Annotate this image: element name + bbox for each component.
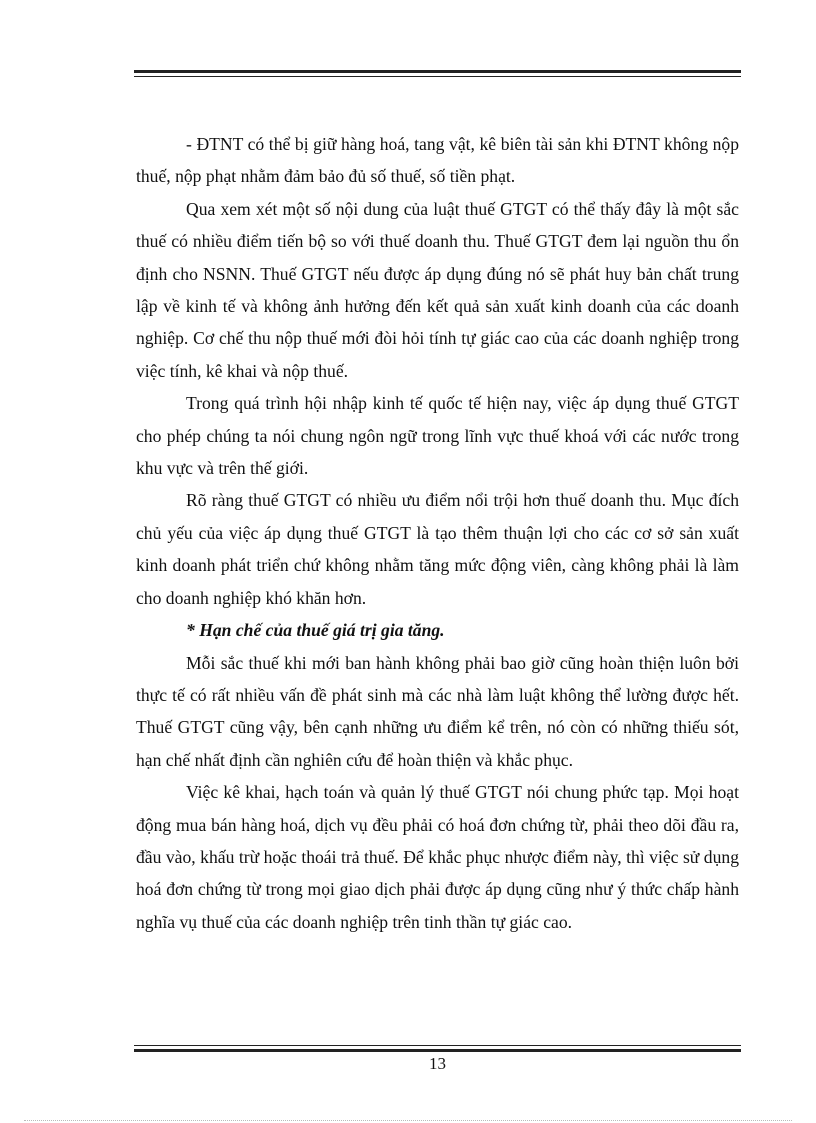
paragraph-4: Rõ ràng thuế GTGT có nhiều ưu điểm nổi trội hơn thuế doanh thu. Mục đích chủ yếu của việc áp dụng thuế GTGT là tạo thêm thuận lợi cho các cơ sở sản xuất kinh doanh phát triển chứ không nhằm tăng mức động viên, càng không phải là làm cho doanh nghiệp khó khăn hơn. [136, 490, 739, 608]
paragraph-6: Việc kê khai, hạch toán và quản lý thuế GTGT nói chung phức tạp. Mọi hoạt động mua bán hàng hoá, dịch vụ đều phải có hoá đơn chứng từ, phải theo dõi đầu ra, đầu vào, khấu trừ hoặc thoái trả thuế. Để khắc phục nhược điểm này, thì việc sử dụng hoá đơn chứng từ trong mọi giao dịch phải được áp dụng cũng như ý thức chấp hành nghĩa vụ thuế của các doanh nghiệp trên tinh thần tự giác cao. [136, 782, 739, 932]
header-rule-thin [134, 76, 741, 77]
paragraph-3: Trong quá trình hội nhập kinh tế quốc tế hiện nay, việc áp dụng thuế GTGT cho phép chúng ta nói chung ngôn ngữ trong lĩnh vực thuế khoá với các nước trong khu vực và trên thế giới. [136, 393, 739, 479]
document-body [136, 128, 739, 938]
page-number: 13 [429, 1054, 446, 1073]
footer-rule-thin [134, 1045, 741, 1046]
section-heading: * Hạn chế của thuế giá trị gia tăng. [186, 620, 445, 641]
paragraph-1: - ĐTNT có thể bị giữ hàng hoá, tang vật, kê biên tài sản khi ĐTNT không nộp thuế, nộp phạt nhằm đảm bảo đủ số thuế, số tiền phạt. [136, 134, 739, 187]
page-edge-divider [24, 1120, 792, 1121]
paragraph-5: Mỗi sắc thuế khi mới ban hành không phải bao giờ cũng hoàn thiện luôn bởi thực tế có rất nhiều vấn đề phát sinh mà các nhà làm luật không thể lường được hết. Thuế GTGT cũng vậy, bên cạnh những ưu điểm kể trên, nó còn có những thiếu sót, hạn chế nhất định cần nghiên cứu để hoàn thiện và khắc phục. [136, 652, 739, 770]
header-rule-thick [134, 70, 741, 73]
footer-rule-thick [134, 1049, 741, 1052]
paragraph-2: Qua xem xét một số nội dung của luật thuế GTGT có thể thấy đây là một sắc thuế có nhiều điểm tiến bộ so với thuế doanh thu. Thuế GTGT đem lại nguồn thu ổn định cho NSNN. Thuế GTGT nếu được áp dụng đúng nó sẽ phát huy bản chất trung lập về kinh tế và không ảnh hưởng đến kết quả sản xuất kinh doanh của các doanh nghiệp. Cơ chế thu nộp thuế mới đòi hỏi tính tự giác cao của các doanh nghiệp trong việc tính, kê khai và nộp thuế. [136, 198, 739, 381]
